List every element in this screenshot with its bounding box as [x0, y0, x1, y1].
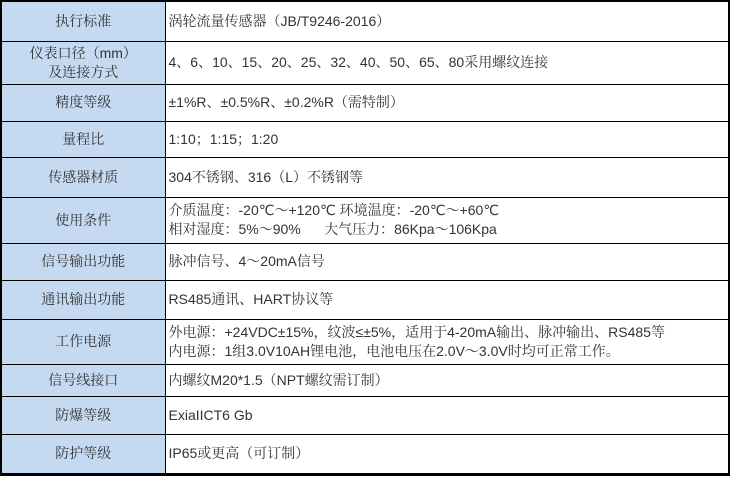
spec-label — [1, 197, 165, 243]
spec-value-line: 1:10；1:15；1:20 — [168, 130, 279, 147]
spec-value — [165, 319, 729, 364]
spec-value-line: 脉冲信号、4～20mA信号 — [168, 253, 325, 269]
table-row — [1, 121, 729, 157]
spec-label-line: 工作电源 — [55, 333, 112, 349]
spec-label — [1, 364, 165, 396]
spec-value — [165, 396, 729, 434]
spec-label — [1, 1, 165, 41]
spec-value-line: ±1%R、±0.5%R、±0.2%R（需特制） — [168, 94, 404, 110]
spec-value — [165, 280, 729, 319]
table-row — [1, 41, 729, 84]
spec-label — [1, 121, 165, 157]
table-row — [1, 157, 729, 197]
spec-value-line: RS485通讯、HART协议等 — [168, 291, 334, 307]
spec-label — [1, 280, 165, 319]
spec-value-line: 内电源：1组3.0V10AH锂电池，电池电压在2.0V～3.0V时均可正常工作。 — [168, 342, 620, 359]
table-row — [1, 319, 729, 364]
spec-table-body — [1, 1, 729, 474]
spec-value-line: 涡轮流量传感器（JB/T9246-2016） — [168, 12, 391, 29]
table-row — [1, 364, 729, 396]
spec-label-line: 执行标准 — [55, 12, 112, 29]
spec-value — [165, 364, 729, 396]
spec-label — [1, 396, 165, 434]
spec-label-line: 及连接方式 — [48, 63, 119, 80]
spec-value — [165, 121, 729, 157]
spec-value — [165, 157, 729, 197]
spec-value — [165, 41, 729, 84]
spec-label — [1, 157, 165, 197]
spec-label-line: 信号输出功能 — [41, 253, 126, 269]
spec-value — [165, 434, 729, 474]
spec-value-line: 相对湿度：5%～90% 大气压力：86Kpa～106Kpa — [168, 221, 497, 237]
spec-value-line: ExiaIICT6 Gb — [168, 406, 253, 423]
spec-value-line: 304不锈钢、316（L）不锈钢等 — [168, 168, 364, 185]
spec-value-line: 内螺纹M20*1.5（NPT螺纹需订制） — [168, 371, 389, 388]
spec-value — [165, 243, 729, 280]
spec-label-line: 量程比 — [62, 130, 105, 147]
spec-label-line: 防护等级 — [55, 445, 112, 461]
table-row — [1, 434, 729, 474]
spec-label-line: 传感器材质 — [48, 168, 119, 185]
table-row — [1, 280, 729, 319]
spec-label — [1, 434, 165, 474]
spec-label — [1, 319, 165, 364]
spec-label-line: 通讯输出功能 — [41, 291, 126, 307]
spec-value-line: 外电源：+24VDC±15%，纹波≤±5%，适用于4-20mA输出、脉冲输出、RS485等 — [168, 323, 665, 340]
spec-label-line: 防爆等级 — [55, 406, 112, 423]
spec-label-line: 信号线接口 — [48, 371, 119, 388]
spec-value — [165, 197, 729, 243]
table-row — [1, 396, 729, 434]
spec-value-line: 介质温度：-20℃～+120℃ 环境温度：-20℃～+60℃ — [168, 202, 500, 218]
spec-label-line: 精度等级 — [55, 94, 112, 110]
table-row — [1, 197, 729, 243]
spec-label-line: 使用条件 — [55, 211, 112, 228]
spec-value — [165, 84, 729, 121]
spec-label — [1, 84, 165, 121]
spec-label-line: 仪表口径（mm） — [29, 44, 137, 61]
table-row — [1, 243, 729, 280]
table-row — [1, 84, 729, 121]
spec-label — [1, 41, 165, 84]
spec-value — [165, 1, 729, 41]
table-row — [1, 1, 729, 41]
spec-label — [1, 243, 165, 280]
spec-value-line: 4、6、10、15、20、25、32、40、50、65、80采用螺纹连接 — [168, 54, 549, 70]
spec-value-line: IP65或更高（可订制） — [168, 445, 310, 461]
